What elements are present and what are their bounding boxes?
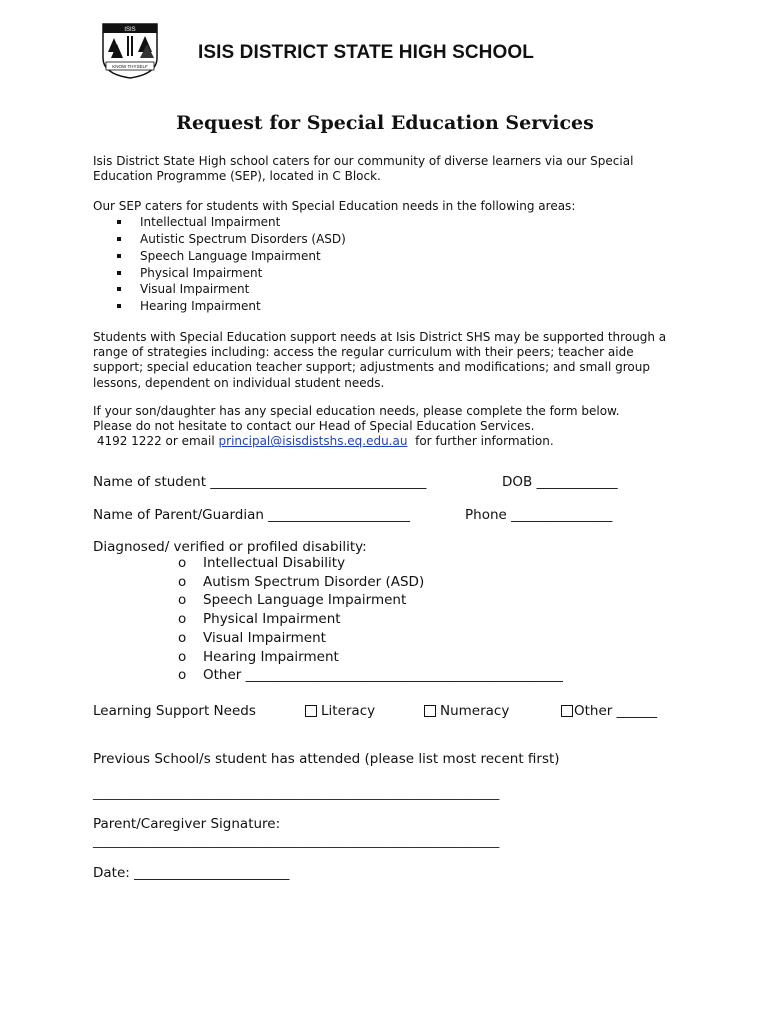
disability-label: Visual Impairment <box>203 629 326 646</box>
checkbox[interactable] <box>424 705 436 717</box>
checkbox-label: Literacy <box>321 703 376 719</box>
disability-option[interactable] <box>178 573 563 592</box>
contact-paragraph <box>93 404 693 450</box>
dob-field[interactable]: DOB ____________ <box>502 474 618 490</box>
school-crest-logo <box>100 22 160 80</box>
option-marker: o <box>178 667 187 684</box>
option-marker: o <box>178 573 187 590</box>
logo-top-text: ISIS <box>124 27 136 33</box>
email-link[interactable]: principal@isisdistshs.eq.edu.au <box>218 434 408 449</box>
signature-label: Parent/Caregiver Signature: <box>93 816 281 832</box>
logo-motto: KNOW THYSELF <box>112 64 148 69</box>
checkbox-label: Numeracy <box>440 703 510 719</box>
school-name: ISIS DISTRICT STATE HIGH SCHOOL <box>198 42 534 63</box>
disability-option[interactable] <box>178 666 563 685</box>
option-marker: o <box>178 555 187 571</box>
list-item: Autistic Spectrum Disorders (ASD) <box>93 231 693 248</box>
diagnosed-label: Diagnosed/ verified or profiled disability: <box>93 539 367 555</box>
learning-support-label: Learning Support Needs <box>93 703 256 719</box>
areas-intro: Our SEP caters for students with Special Education needs in the following areas: <box>93 199 576 213</box>
option-marker: o <box>178 611 187 628</box>
disability-label: Hearing Impairment <box>203 648 339 665</box>
previous-school-field[interactable]: _________________________________________________________________ <box>93 785 500 800</box>
list-item: Visual Impairment <box>93 281 693 298</box>
contact-line-2: Please do not hesitate to contact our Head of Special Education Services. <box>93 419 535 434</box>
intro-text: Isis District State High school caters for our community of diverse learners via our Special Education Programme (SEP), located in C Block. <box>93 154 634 184</box>
areas-section <box>93 199 693 315</box>
intro-paragraph <box>93 154 693 184</box>
list-item: Speech Language Impairment <box>93 248 693 265</box>
disability-option[interactable] <box>178 554 563 573</box>
support-paragraph <box>93 330 683 391</box>
disability-label: Physical Impairment <box>203 611 341 628</box>
page-title: Request for Special Education Services <box>176 112 594 134</box>
list-item: Hearing Impairment <box>93 298 693 315</box>
option-marker: o <box>178 592 187 609</box>
numeracy-checkbox-item[interactable] <box>424 703 509 719</box>
contact-suffix: for further information. <box>407 434 554 449</box>
support-text: Students with Special Education support needs at Isis District SHS may be supported through a range of strategies including: access the regular curriculum with their peers; teacher aide support; special education teacher support; adjustments and modifications; and small group lessons, dependent on individual student needs. <box>93 330 667 390</box>
disability-options <box>178 554 563 685</box>
previous-school-label: Previous School/s student has attended (please list most recent first) <box>93 751 560 767</box>
disability-option[interactable] <box>178 629 563 648</box>
disability-option[interactable] <box>178 610 563 629</box>
literacy-checkbox-item[interactable] <box>305 703 375 719</box>
checkbox[interactable] <box>305 705 317 717</box>
disability-option[interactable] <box>178 648 563 667</box>
checkbox[interactable] <box>561 705 573 717</box>
phone-field[interactable]: Phone _______________ <box>465 507 613 523</box>
disability-label: Autism Spectrum Disorder (ASD) <box>203 573 425 590</box>
date-field[interactable]: Date: _______________________ <box>93 865 290 881</box>
parent-name-field[interactable]: Name of Parent/Guardian _____________________ <box>93 507 410 523</box>
list-item: Intellectual Impairment <box>93 214 693 231</box>
contact-line-1: If your son/daughter has any special education needs, please complete the form below. <box>93 404 620 418</box>
disability-label: Intellectual Disability <box>203 555 346 571</box>
areas-list <box>93 214 693 315</box>
contact-line-3 <box>93 434 693 449</box>
option-marker: o <box>178 648 187 665</box>
student-name-field[interactable]: Name of student ________________________________ <box>93 474 427 490</box>
disability-option[interactable] <box>178 591 563 610</box>
signature-field[interactable]: _________________________________________________________________ <box>93 833 500 848</box>
other-checkbox-item[interactable] <box>561 703 657 719</box>
list-item: Physical Impairment <box>93 265 693 282</box>
option-marker: o <box>178 629 187 646</box>
checkbox-label: Other ______ <box>574 703 658 719</box>
disability-label: Other _______________________________________________ <box>203 667 563 684</box>
disability-label: Speech Language Impairment <box>203 592 407 609</box>
phone-text: 4192 1222 or email <box>93 434 219 449</box>
